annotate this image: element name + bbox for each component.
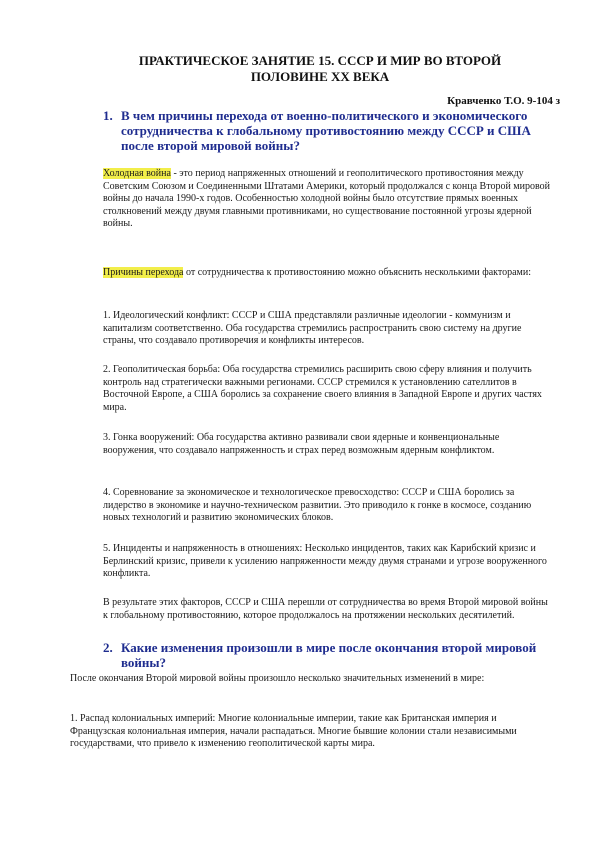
author-line: Кравченко Т.О. 9-104 з	[447, 95, 560, 107]
question-1	[103, 108, 553, 153]
cold-war-definition: - это период напряженных отношений и геополитического противостояния между Советским Союзом и Соединенными Штатами Америки, который продолжался с конца Второй мировой войны до начала 1990-х годов. Особенностью холодной войны было отсутствие прямых военных столкновений между двумя главными противниками, но существование постоянной угрозы ядерной войны.	[103, 168, 550, 230]
highlighted-term-cold-war: Холодная война	[103, 168, 171, 179]
question-1-number: 1.	[103, 108, 113, 123]
question-1-text: В чем причины перехода от военно-политического и экономического сотрудничества к глобальному противостоянию между СССР и США после второй мировой войны?	[121, 108, 531, 153]
paragraph-factor-5: 5. Инциденты и напряженность в отношениях: Несколько инцидентов, таких как Карибский кризис и Берлинский кризис, привели к усилению напряженности между двумя странами и угрозе вооруженного конфликта.	[103, 543, 547, 580]
title-line-1: ПРАКТИЧЕСКОЕ ЗАНЯТИЕ 15. СССР И МИР ВО ВТОРОЙ	[138, 53, 502, 68]
paragraph-after-war: После окончания Второй мировой войны произошло несколько значительных изменений в мире:	[70, 673, 485, 684]
title-line-2: ПОЛОВИНЕ XX ВЕКА	[250, 69, 390, 84]
paragraph-factor-3: 3. Гонка вооружений: Оба государства активно развивали свои ядерные и конвенциональные вооружения, что создавало напряженность и страх перед возможным ядерным конфликтом.	[103, 432, 500, 456]
paragraph-factor-1: 1. Идеологический конфликт: СССР и США представляли различные идеологии - коммунизм и капитализм соответственно. Оба государства стремились распространить свою систему на другие страны, что создавало противоречия и конфликты интересов.	[103, 310, 522, 347]
question-2-number: 2.	[103, 640, 113, 655]
question-2-text: Какие изменения произошли в мире после окончания второй мировой войны?	[121, 640, 537, 670]
question-2	[103, 640, 553, 670]
paragraph-factor-2: 2. Геополитическая борьба: Оба государства стремились расширить свою сферу влияния и получить контроль над стратегически важными регионами. СССР стремился к установлению сателлитов в Восточной Европе, а США боролись за сохранение своего влияния в Западной Европе и других частях мира.	[103, 364, 542, 413]
page-title	[100, 53, 540, 85]
paragraph-result: В результате этих факторов, СССР и США перешли от сотрудничества во время Второй мировой войны к глобальному противостоянию, которое продолжалось на протяжении нескольких десятилетий.	[103, 597, 548, 621]
paragraph-cold-war	[103, 168, 551, 231]
paragraph-factor-4: 4. Соревнование за экономическое и технологическое превосходство: СССР и США боролись за лидерство в экономике и научно-техническом развитии. Это приводило к гонке в космосе, созданию новых технологий и развитию экономических блоков.	[103, 487, 532, 524]
paragraph-reasons	[103, 267, 551, 280]
highlighted-term-reasons: Причины перехода	[103, 267, 184, 278]
reasons-intro: от сотрудничества к противостоянию можно объяснить несколькими факторами:	[183, 267, 532, 278]
paragraph-after-war-1: 1. Распад колониальных империй: Многие колониальные империи, такие как Британская империя и Французская колониальная империя, начали распадаться. Многие бывшие колонии стали независимыми государствами, что привело к изменению геополитической карты мира.	[70, 713, 517, 750]
